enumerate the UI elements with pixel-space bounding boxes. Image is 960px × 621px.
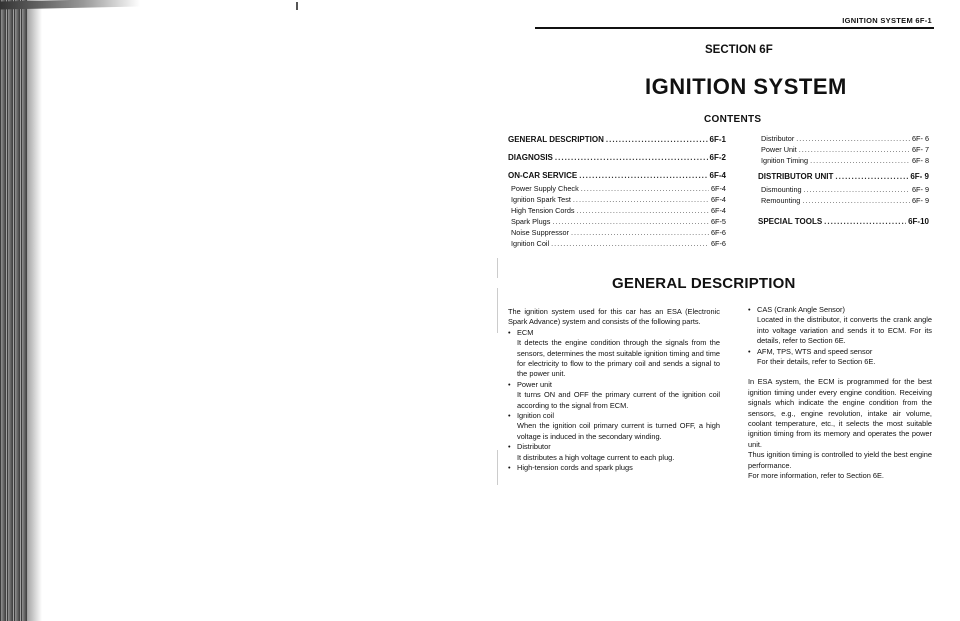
bullet-icon: • — [748, 346, 751, 356]
intro-paragraph: The ignition system used for this car has an ESA (Electronic Spark Advance) system and consists of the following parts. — [508, 307, 720, 327]
toc-label: ON-CAR SERVICE — [508, 171, 578, 180]
section-heading: GENERAL DESCRIPTION — [612, 275, 796, 292]
toc-entry[interactable] — [758, 156, 929, 167]
bullet-icon: • — [508, 411, 511, 421]
toc-label: DISTRIBUTOR UNIT — [758, 172, 834, 181]
toc-leader — [573, 195, 709, 204]
toc-entry[interactable] — [508, 171, 726, 184]
toc-page: 6F-1 — [709, 135, 726, 144]
running-head: IGNITION SYSTEM 6F-1 — [842, 16, 932, 25]
toc-leader — [577, 206, 709, 215]
bullet-icon: • — [508, 463, 511, 473]
toc-leader — [824, 217, 906, 226]
toc-page: 6F- 8 — [911, 156, 929, 165]
toc-leader — [804, 185, 910, 194]
list-item — [508, 463, 720, 473]
contents-title: CONTENTS — [704, 114, 762, 125]
scan-binding-edge — [0, 0, 28, 621]
toc-label: High Tension Cords — [511, 206, 575, 215]
toc-leader — [552, 217, 709, 226]
toc-entry[interactable] — [508, 135, 726, 148]
reference-paragraph: For more information, refer to Section 6E. — [748, 471, 884, 481]
toc-entry[interactable] — [508, 228, 726, 239]
toc-page: 6F-4 — [710, 184, 726, 193]
description-right-column — [748, 305, 932, 482]
esa-paragraph: In ESA system, the ECM is programmed for the best ignition timing under every engine condition. Receiving signals which indicate the engine condition from the sensors, e.g., engine revolution, intake air volume, coolant temperature, etc., it selects the most suitable ignition timing from its memory and operates the power unit. — [748, 377, 932, 449]
toc-page: 6F-4 — [710, 206, 726, 215]
description-left-column — [508, 307, 720, 474]
toc-label: SPECIAL TOOLS — [758, 217, 823, 226]
toc-label: GENERAL DESCRIPTION — [508, 135, 604, 144]
toc-leader — [810, 156, 910, 165]
page-title: IGNITION SYSTEM — [645, 74, 847, 99]
toc-entry[interactable] — [508, 217, 726, 228]
list-item — [748, 347, 932, 357]
toc-leader — [571, 228, 709, 237]
toc-leader — [796, 134, 910, 143]
list-item — [508, 442, 720, 452]
toc-label: Remounting — [761, 196, 801, 205]
toc-entry[interactable] — [758, 134, 929, 145]
item-description: For their details, refer to Section 6E. — [757, 357, 876, 367]
list-item — [508, 380, 720, 390]
toc-label: Ignition Spark Test — [511, 195, 571, 204]
list-item — [508, 328, 720, 338]
toc-label: Distributor — [761, 134, 795, 143]
scan-line — [497, 450, 498, 485]
toc-leader — [579, 171, 707, 180]
toc-leader — [606, 135, 708, 144]
toc-leader — [555, 153, 708, 162]
toc-label: Ignition Timing — [761, 156, 809, 165]
header-rule — [535, 27, 934, 29]
toc-page: 6F- 9 — [910, 172, 929, 181]
toc-page: 6F-5 — [710, 217, 726, 226]
toc-entry[interactable] — [508, 184, 726, 195]
toc-label: Noise Suppressor — [511, 228, 569, 237]
bullet-icon: • — [748, 305, 751, 314]
list-item — [508, 411, 720, 421]
toc-leader — [799, 145, 910, 154]
toc-left — [508, 135, 726, 250]
item-term: CAS (Crank Angle Sensor) — [757, 305, 845, 314]
toc-label: Spark Plugs — [511, 217, 551, 226]
bullet-icon: • — [508, 327, 511, 337]
bullet-icon: • — [508, 442, 511, 452]
toc-entry[interactable] — [758, 185, 929, 196]
toc-entry[interactable] — [758, 145, 929, 156]
toc-entry[interactable] — [758, 196, 929, 207]
toc-leader — [581, 184, 709, 193]
item-term: ECM — [517, 327, 534, 337]
item-term: AFM, TPS, WTS and speed sensor — [757, 346, 873, 356]
toc-label: Ignition Coil — [511, 239, 550, 248]
toc-label: Power Supply Check — [511, 184, 579, 193]
toc-entry[interactable] — [508, 195, 726, 206]
toc-page: 6F- 9 — [911, 196, 929, 205]
toc-page: 6F-10 — [908, 217, 929, 226]
toc-entry[interactable] — [508, 239, 726, 250]
scan-speck — [296, 2, 298, 10]
toc-entry[interactable] — [758, 217, 929, 230]
item-description: It turns ON and OFF the primary current of the ignition coil according to the signal from ECM. — [517, 390, 720, 410]
item-description: Located in the distributor, it converts the crank angle into voltage variation and sends it to ECM. For its details, refer to Section 6E. — [757, 315, 932, 346]
toc-leader — [551, 239, 709, 248]
toc-page: 6F-4 — [709, 171, 726, 180]
bullet-icon: • — [508, 379, 511, 389]
item-description: When the ignition coil primary current is turned OFF, a high voltage is induced in the secondary winding. — [517, 421, 720, 441]
toc-label: Dismounting — [761, 185, 802, 194]
item-term: Power unit — [517, 379, 552, 389]
toc-page: 6F- 6 — [911, 134, 929, 143]
toc-right — [758, 134, 929, 230]
toc-page: 6F-4 — [710, 195, 726, 204]
toc-page: 6F- 7 — [911, 145, 929, 154]
scan-top-edge — [0, 0, 140, 9]
item-description: It detects the engine condition through the signals from the sensors, determines the most suitable ignition timing and time for electricity to flow to the primary coil and sends a signal to the power unit. — [517, 338, 720, 379]
toc-page: 6F-6 — [710, 228, 726, 237]
section-title: SECTION 6F — [705, 44, 773, 56]
toc-leader — [802, 196, 910, 205]
scan-binding-shadow — [28, 0, 42, 621]
toc-entry[interactable] — [758, 172, 929, 185]
toc-leader — [835, 172, 908, 181]
item-description: It distributes a high voltage current to each plug. — [517, 452, 675, 462]
toc-page: 6F-2 — [709, 153, 726, 162]
toc-label: DIAGNOSIS — [508, 153, 553, 162]
toc-label: Power Unit — [761, 145, 797, 154]
timing-paragraph: Thus ignition timing is controlled to yield the best engine performance. — [748, 450, 932, 470]
toc-page: 6F- 9 — [911, 185, 929, 194]
list-item — [748, 305, 932, 315]
toc-page: 6F-6 — [710, 239, 726, 248]
scan-line — [497, 288, 498, 333]
item-term: Ignition coil — [517, 411, 554, 421]
toc-entry[interactable] — [508, 153, 726, 166]
item-term: High-tension cords and spark plugs — [517, 463, 633, 473]
item-term: Distributor — [517, 442, 551, 452]
scan-line — [497, 258, 498, 278]
toc-entry[interactable] — [508, 206, 726, 217]
